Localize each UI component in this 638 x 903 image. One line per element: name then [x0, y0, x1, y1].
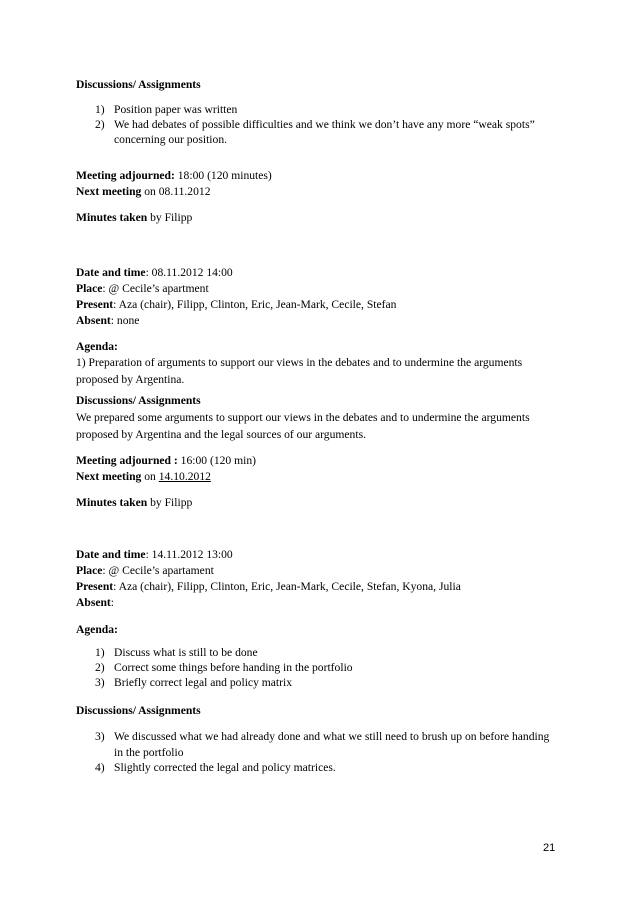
minutes-value: by Filipp — [147, 496, 193, 509]
s1-list-item-continuation: concerning our position. — [114, 133, 228, 146]
present-value: : Aza (chair), Filipp, Clinton, Eric, Jean-Mark, Cecile, Stefan — [113, 298, 397, 311]
page-number: 21 — [543, 842, 556, 854]
s1-adjourned-line — [76, 167, 272, 184]
s3-agenda-item — [95, 674, 292, 691]
list-number: 3) — [95, 676, 105, 689]
place-value: : @ Cecile’s apartment — [102, 282, 209, 295]
s3-absent-line — [76, 594, 114, 611]
s2-place-line — [76, 280, 209, 297]
adjourned-label: Meeting adjourned: — [76, 169, 175, 182]
s2-discussions-text: We prepared some arguments to support our views in the debates and to undermine the arguments — [76, 411, 530, 424]
s1-next-meeting-line — [76, 183, 211, 200]
list-text: Correct some things before handing in the portfolio — [114, 661, 353, 674]
s2-date-line — [76, 264, 233, 281]
present-label: Present — [76, 580, 114, 593]
list-number: 1) — [95, 103, 105, 116]
s3-discussion-item — [95, 728, 549, 745]
s3-discussion-item — [95, 759, 336, 776]
s2-agenda-text: proposed by Argentina. — [76, 373, 185, 386]
absent-value: : — [110, 596, 115, 609]
s2-discussions-text: proposed by Argentina and the legal sources of our arguments. — [76, 428, 366, 441]
list-number: 2) — [95, 118, 105, 131]
s2-adjourned-line — [76, 452, 256, 469]
list-text: We discussed what we had already done and what we still need to brush up on before handing — [114, 730, 550, 743]
next-meeting-on: on — [141, 470, 159, 483]
list-text: Briefly correct legal and policy matrix — [114, 676, 293, 689]
next-meeting-value: on 08.11.2012 — [141, 185, 211, 198]
s1-discussions-heading: Discussions/ Assignments — [76, 78, 201, 91]
list-text: Slightly corrected the legal and policy matrices. — [114, 761, 336, 774]
place-label: Place — [76, 564, 103, 577]
next-meeting-label: Next meeting — [76, 470, 142, 483]
adjourned-value: 18:00 (120 minutes) — [174, 169, 272, 182]
s2-agenda-heading: Agenda: — [76, 340, 118, 353]
absent-label: Absent — [76, 314, 111, 327]
s2-next-meeting-line — [76, 468, 211, 485]
present-value: : Aza (chair), Filipp, Clinton, Eric, Jean-Mark, Cecile, Stefan, Kyona, Julia — [113, 580, 461, 593]
list-number: 1) — [95, 646, 105, 659]
s3-agenda-heading: Agenda: — [76, 623, 118, 636]
s2-agenda-text: 1) Preparation of arguments to support our views in the debates and to undermine the arguments — [76, 356, 523, 369]
adjourned-label: Meeting adjourned : — [76, 454, 178, 467]
minutes-value: by Filipp — [147, 211, 193, 224]
adjourned-value: 16:00 (120 min) — [177, 454, 257, 467]
absent-label: Absent — [76, 596, 111, 609]
list-number: 3) — [95, 730, 105, 743]
s2-minutes-line — [76, 494, 192, 511]
place-value: : @ Cecile’s apartament — [102, 564, 214, 577]
minutes-label: Minutes taken — [76, 211, 148, 224]
list-number: 2) — [95, 661, 105, 674]
s3-discussions-heading: Discussions/ Assignments — [76, 704, 201, 717]
s2-discussions-heading: Discussions/ Assignments — [76, 394, 201, 407]
place-label: Place — [76, 282, 103, 295]
s1-minutes-line — [76, 209, 192, 226]
s3-present-line — [76, 578, 461, 595]
s2-absent-line — [76, 312, 139, 329]
minutes-label: Minutes taken — [76, 496, 148, 509]
present-label: Present — [76, 298, 114, 311]
s3-discussion-item-continuation: in the portfolio — [114, 746, 184, 759]
list-text: Position paper was written — [114, 103, 238, 116]
next-meeting-label: Next meeting — [76, 185, 142, 198]
list-number: 4) — [95, 761, 105, 774]
date-label: Date and time — [76, 266, 146, 279]
date-value: : 14.11.2012 13:00 — [145, 548, 233, 561]
s3-date-line — [76, 546, 233, 563]
date-label: Date and time — [76, 548, 146, 561]
list-text: Discuss what is still to be done — [114, 646, 258, 659]
s2-present-line — [76, 296, 396, 313]
date-value: : 08.11.2012 14:00 — [145, 266, 233, 279]
absent-value: : none — [110, 314, 140, 327]
next-meeting-date: 14.10.2012 — [158, 470, 211, 483]
list-text: We had debates of possible difficulties and we think we don’t have any more “weak spots” — [114, 118, 535, 131]
s3-place-line — [76, 562, 214, 579]
